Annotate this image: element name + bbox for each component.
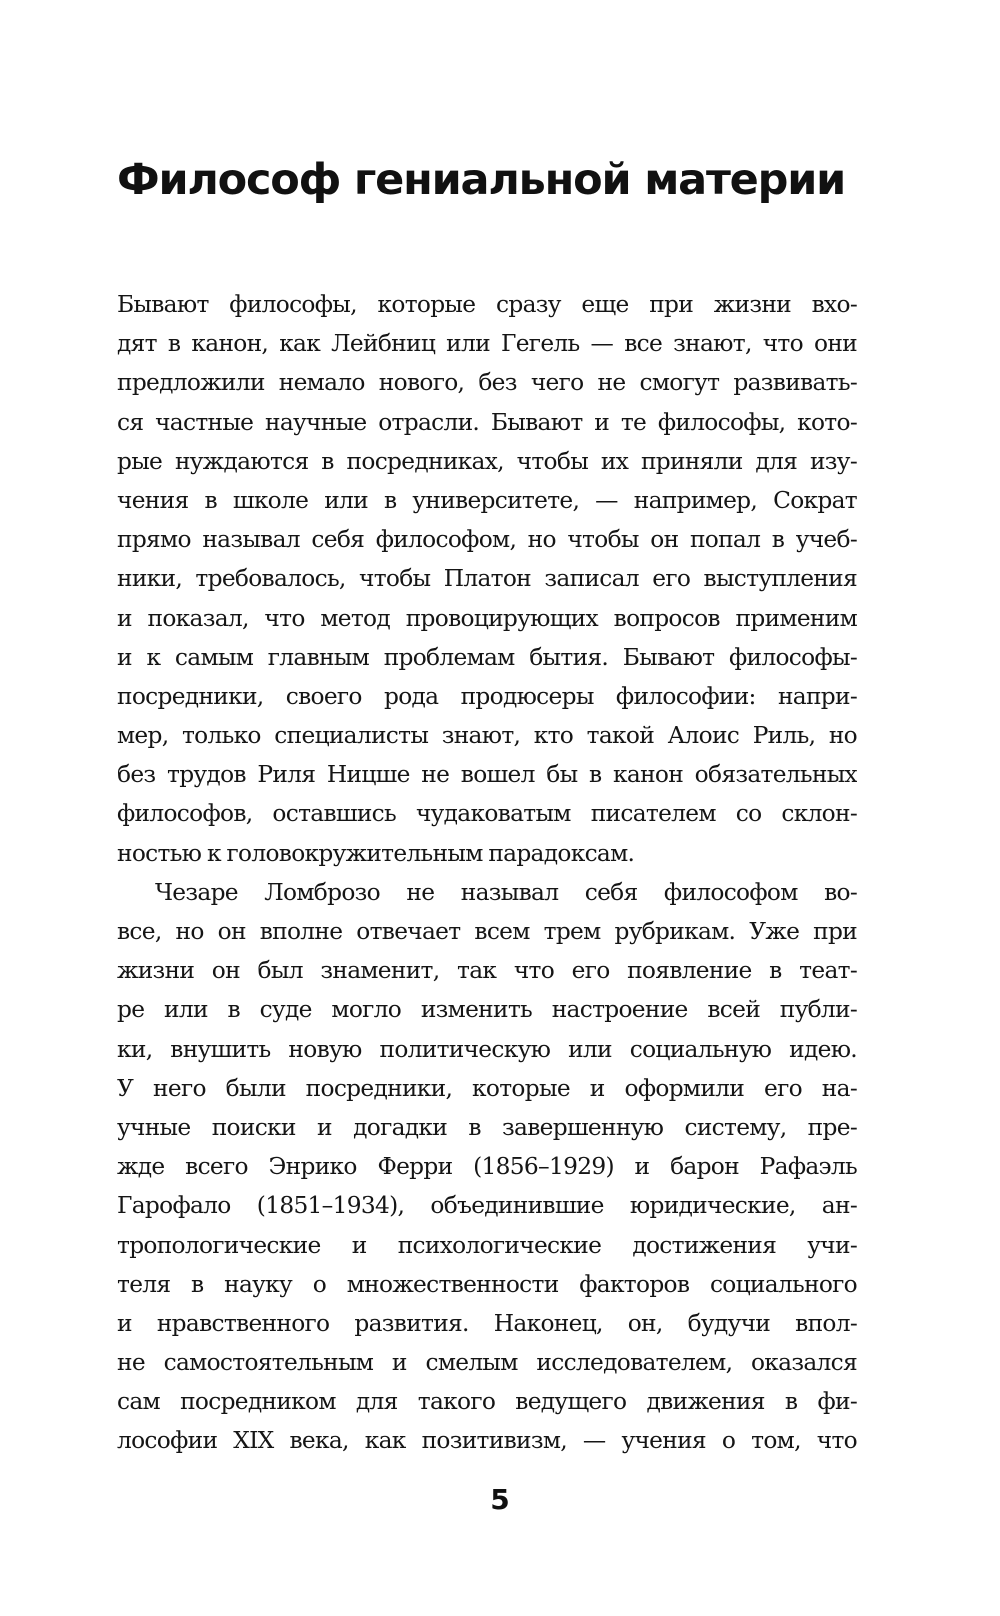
- text-line: и нравственного развития. Наконец, он, будучи впол-: [117, 1309, 857, 1337]
- text-line: дят в канон, как Лейбниц или Гегель — все знают, что они: [117, 330, 857, 358]
- text-line: тропологические и психологические достижения учи-: [117, 1231, 857, 1259]
- text-line: ки, внушить новую политическую или социальную идею.: [117, 1035, 857, 1063]
- text-line: Бывают философы, которые сразу еще при жизни вхо-: [117, 291, 857, 318]
- text-line: теля в науку о множественности факторов социального: [117, 1270, 857, 1298]
- chapter-title: Философ гениальной материи: [117, 155, 846, 205]
- text-line: ся частные научные отрасли. Бывают и те философы, кото-: [117, 408, 857, 436]
- text-line: сам посредником для такого ведущего движения в фи-: [117, 1388, 857, 1416]
- text-line: Чезаре Ломброзо не называл себя философом во-: [155, 878, 857, 906]
- text-line: не самостоятельным и смелым исследователем, оказался: [117, 1349, 857, 1377]
- text-line: ре или в суде могло изменить настроение всей публи-: [117, 996, 857, 1024]
- page-number: 5: [490, 1483, 510, 1516]
- text-line: все, но он вполне отвечает всем трем рубрикам. Уже при: [117, 918, 857, 945]
- text-line: учные поиски и догадки в завершенную систему, пре-: [117, 1113, 857, 1141]
- text-line: жизни он был знаменит, так что его появление в теат-: [117, 957, 857, 985]
- text-line: предложили немало нового, без чего не смогут развивать-: [117, 369, 857, 397]
- text-line: прямо называл себя философом, но чтобы он попал в учеб-: [117, 526, 857, 554]
- text-line: посредники, своего рода продюсеры философии: напри-: [117, 682, 857, 710]
- paragraph-1: [117, 285, 857, 873]
- text-line: философов, оставшись чудаковатым писателем со склон-: [117, 800, 857, 828]
- text-line: У него были посредники, которые и оформили его на-: [117, 1074, 857, 1102]
- text-line: и к самым главным проблемам бытия. Бывают философы-: [117, 643, 857, 671]
- text-line: Гарофало (1851–1934), объединившие юридические, ан-: [117, 1192, 857, 1220]
- text-line: лософии XIX века, как позитивизм, — учения о том, что: [117, 1427, 857, 1455]
- text-line: чения в школе или в университете, — например, Сократ: [117, 486, 857, 514]
- text-line: ностью к головокружительным парадоксам.: [117, 839, 635, 867]
- text-line: мер, только специалисты знают, кто такой Алоис Риль, но: [117, 722, 857, 750]
- text-line: ники, требовалось, чтобы Платон записал его выступления: [117, 565, 857, 593]
- text-line: и показал, что метод провоцирующих вопросов применим: [117, 604, 857, 632]
- paragraph-2: [117, 873, 857, 1461]
- body-text: [117, 285, 857, 1461]
- text-line: жде всего Энрико Ферри (1856–1929) и барон Рафаэль: [117, 1153, 857, 1181]
- text-line: без трудов Риля Ницше не вошел бы в канон обязательных: [117, 761, 857, 789]
- text-line: рые нуждаются в посредниках, чтобы их приняли для изу-: [117, 447, 857, 475]
